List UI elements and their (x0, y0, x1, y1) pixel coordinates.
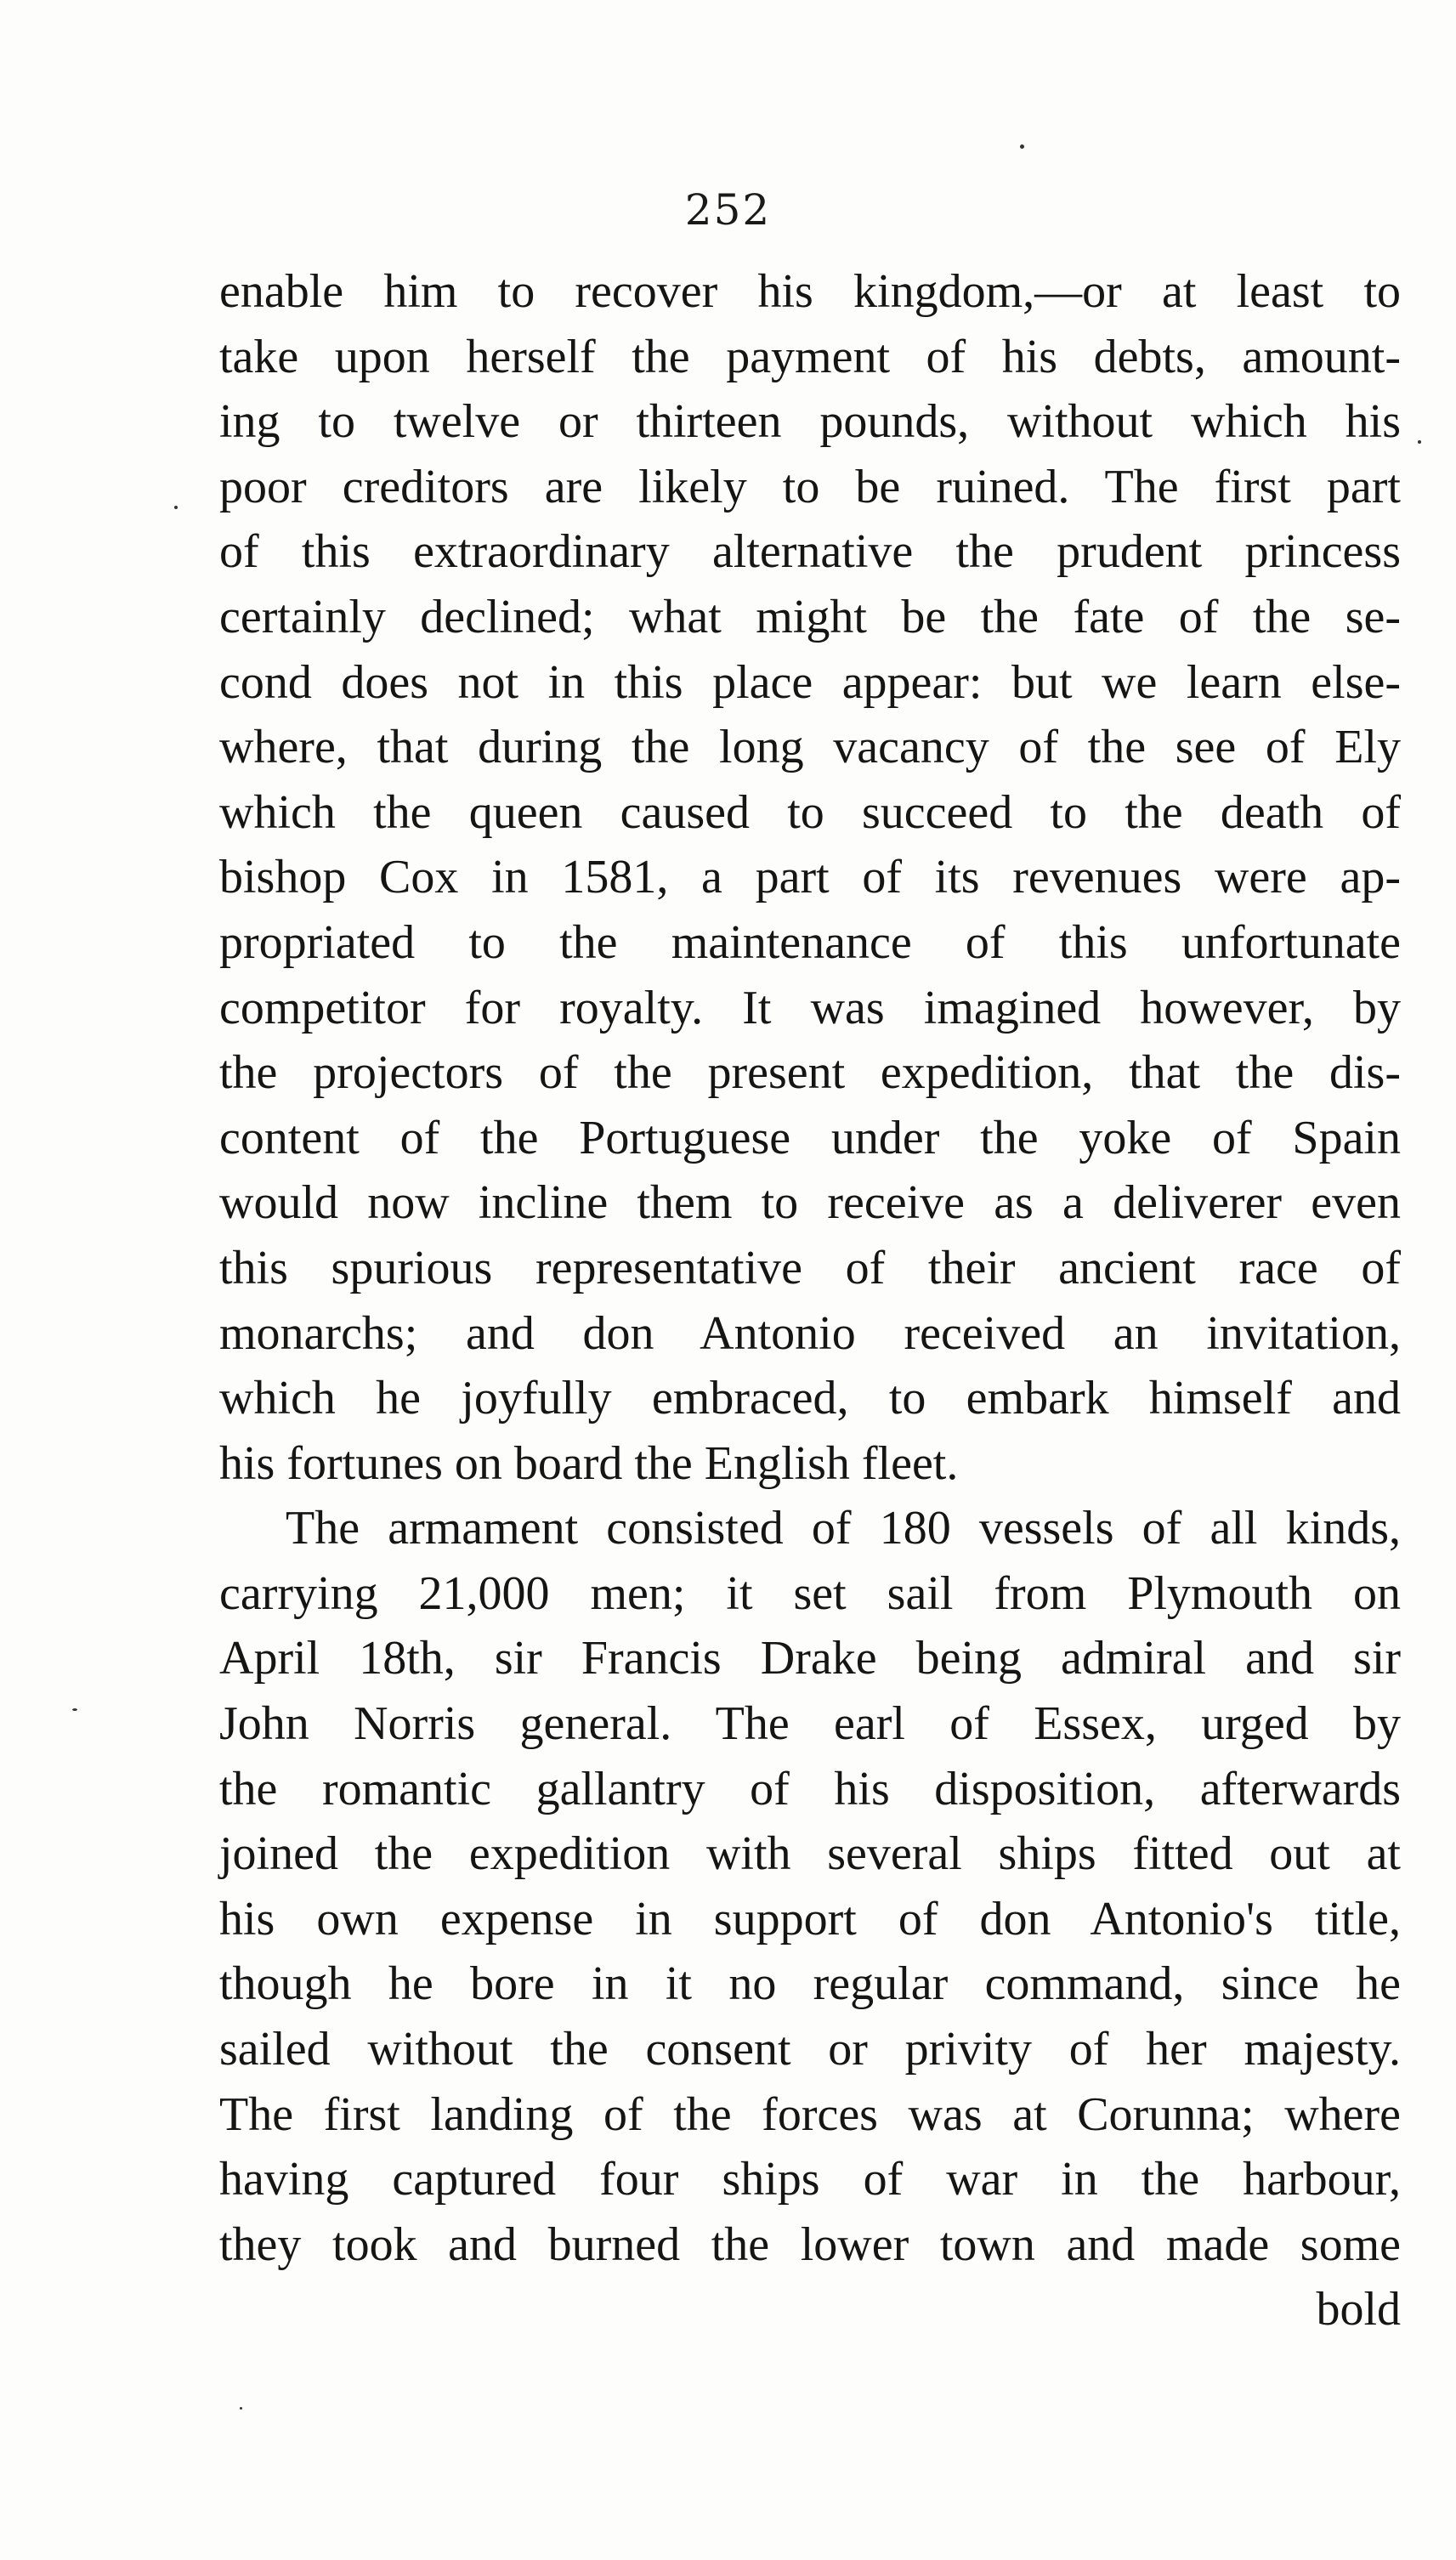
text-line: ing to twelve or thirteen pounds, without which his (219, 395, 1401, 449)
text-line: they took and burned the lower town and made some (219, 2217, 1401, 2271)
text-line: cond does not in this place appear: but we learn else- (219, 655, 1401, 709)
text-line: the projectors of the present expedition, that the dis- (219, 1046, 1401, 1100)
catchword: bold (1316, 2283, 1401, 2336)
print-speck (1418, 440, 1421, 444)
print-speck (72, 1708, 77, 1711)
print-speck (1020, 144, 1024, 149)
text-line: carrying 21,000 men; it set sail from Plymouth on (219, 1566, 1401, 1620)
text-line: competitor for royalty. It was imagined however, by (219, 981, 1401, 1034)
print-speck (240, 2407, 242, 2410)
text-line: poor creditors are likely to be ruined. The first part (219, 460, 1401, 513)
text-line: his fortunes on board the English fleet. (219, 1436, 959, 1490)
text-line: sailed without the consent or privity of her majesty. (219, 2023, 1401, 2076)
text-line: content of the Portuguese under the yoke of Spain (219, 1111, 1401, 1164)
text-line: which he joyfully embraced, to embark himself and (219, 1372, 1401, 1425)
text-line: propriated to the maintenance of this unfortunate (219, 915, 1401, 969)
text-line: The first landing of the forces was at Corunna; where (219, 2087, 1401, 2141)
text-line: would now incline them to receive as a deliverer even (219, 1176, 1401, 1230)
page-number: 252 (684, 185, 772, 235)
text-line: where, that during the long vacancy of the see of Ely (219, 721, 1401, 774)
paragraph-start-line: The armament consisted of 180 vessels of all kinds, (286, 1502, 1401, 1555)
text-line: bishop Cox in 1581, a part of its revenues were ap- (219, 851, 1401, 904)
text-line: take upon herself the payment of his debts, amount- (219, 330, 1401, 383)
text-line: which the queen caused to succeed to the death of (219, 785, 1401, 839)
text-line: monarchs; and don Antonio received an invitation, (219, 1306, 1401, 1360)
text-line: having captured four ships of war in the harbour, (219, 2153, 1401, 2206)
text-line: the romantic gallantry of his disposition, afterwards (219, 1762, 1401, 1815)
text-line: joined the expedition with several ships fitted out at (219, 1827, 1401, 1881)
print-speck (174, 506, 178, 509)
text-line: of this extraordinary alternative the prudent princess (219, 525, 1401, 579)
text-line: John Norris general. The earl of Essex, urged by (219, 1697, 1401, 1751)
text-line: his own expense in support of don Antonio's title, (219, 1892, 1401, 1945)
text-line: though he bore in it no regular command, since he (219, 1957, 1401, 2011)
text-line: this spurious representative of their ancient race of (219, 1241, 1401, 1294)
body-text (219, 259, 1401, 2342)
text-line: certainly declined; what might be the fate of the se- (219, 590, 1401, 643)
text-line: April 18th, sir Francis Drake being admiral and sir (219, 1632, 1401, 1685)
text-line: enable him to recover his kingdom,—or at least to (219, 265, 1401, 318)
